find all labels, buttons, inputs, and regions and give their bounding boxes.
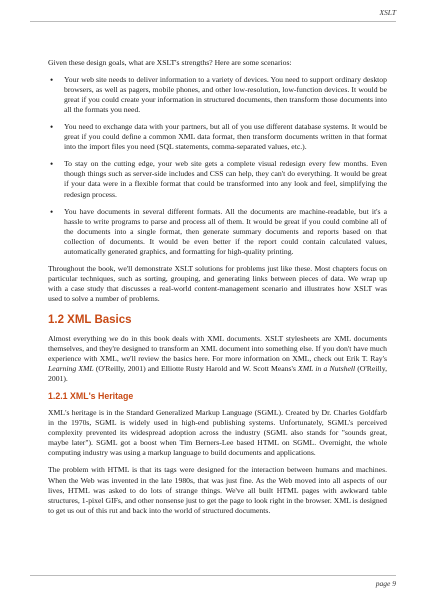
heritage-paragraph-2: The problem with HTML is that its tags were designed for the interaction between humans and machines. When the Web was invented in the late 1980s, that was just fine. As the Web moved into all aspects of our lives, HTML was asked to do lots of strange things. We've all built HTML pages with awkward table structures, 1-pixel GIFs, and other nonsense just to get the page to look right in the browser. XML is designed to get us out of this rut and back into the world of structured documents. (48, 465, 387, 515)
scenario-item-devices: • Your web site needs to deliver information to a variety of devices. You need to support ordinary desktop browsers, as well as pagers, mobile phones, and other low-resolution, low-function devices. It would be great if you could create your information in structured documents, then transform those documents into all the formats you need. (64, 75, 387, 115)
summary-paragraph: Throughout the book, we'll demonstrate XSLT solutions for problems just like these. Most chapters focus on particular techniques, such as sorting, grouping, and generating links between pieces of data. We wrap up with a case study that discusses a real-world content-management scenario and illustrates how XSLT was used to solve a number of problems. (48, 263, 387, 303)
book-title-learning-xml: Learning XML (48, 364, 94, 374)
page-number: page 9 (375, 579, 396, 588)
header-rule (30, 21, 396, 22)
page-body (48, 58, 387, 523)
footer-rule (30, 575, 396, 576)
xml-basics-text-start: Almost everything we do in this book deals with XML documents. XSLT stylesheets are XML documents themselves, and they're designed to transform an XML document into something else. If you don't have much experience with XML, we'll review the basics here. For more information on XML, check out Erik T. Ray's (48, 333, 387, 364)
book-title-xml-in-a-nutshell: XML in a Nutshell (298, 364, 356, 374)
intro-paragraph: Given these design goals, what are XSLT's strengths? Here are some scenarios: (48, 58, 292, 67)
scenario-item-redesign: • To stay on the cutting edge, your web site gets a complete visual redesign every few months. Even though things such as server-side includes and CSS can help, they can't do everything. It would be great if your data were in a flexible format that could be transformed into any look and feel, simplifying the redesign process. (64, 159, 387, 199)
scenario-item-data-exchange: • You need to exchange data with your partners, but all of you use different database systems. It would be great if you could define a common XML data format, then transform documents written in that format into the import files you need (SQL statements, comma-separated values, etc.). (64, 122, 387, 152)
xml-basics-paragraph (48, 334, 387, 384)
scenario-list (48, 75, 387, 257)
xml-basics-text-mid: (O'Reilly, 2001) and Elliotte Rusty Harold and W. Scott Means's (93, 364, 299, 374)
scenario-item-multiple-formats: • You have documents in several different formats. All the documents are machine-readable, but it's a hassle to write programs to parse and process all of them. It would be great if you could combine all of the documents into a single format, then generate summary documents and reports based on that collection of documents. It would be even better if the report could contain calculated values, automatically generated graphics, and formatting for high-quality printing. (64, 207, 387, 257)
xml-basics-text-end: (O'Reilly, 2001). (48, 364, 387, 384)
subsection-heading: 1.2.1 XML's Heritage (48, 391, 134, 402)
heritage-paragraph-1: XML's heritage is in the Standard Generalized Markup Language (SGML). Created by Dr. Charles Goldfarb in the 1970s, SGML is widely used in high-end publishing systems. Unfortunately, SGML's perceived complexity prevented its widespread adoption across the industry (SGML also stands for "sounds great, maybe later"). SGML got a boost when Tim Berners-Lee based HTML on SGML. Overnight, the whole computing industry was using a markup language to build documents and applications. (48, 408, 387, 458)
running-header-title: XSLT (379, 8, 396, 17)
section-heading: 1.2 XML Basics (48, 313, 132, 326)
